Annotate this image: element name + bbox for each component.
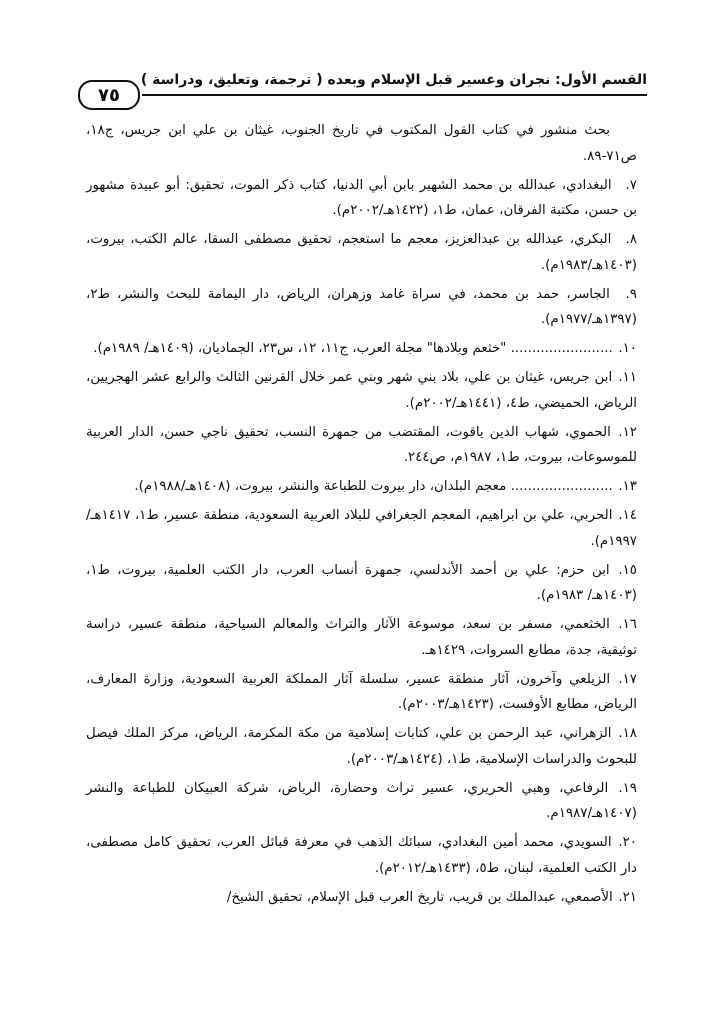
page-number-badge: ٧٥ [78, 80, 140, 110]
running-title: القسم الأول: نجران وعسير قبل الإسلام وبعده ( ترجمة، وتعليق، ودراسة ) [140, 72, 647, 88]
entry-text: الزيلعي وآخرون، آثار منطقة عسير، سلسلة آثار المملكة العربية السعودية، وزارة المعارف، الرياض، مطابع الأوفست، (١٤٢٣هـ/٢٠٠٣م). [86, 671, 637, 712]
bibliography-entry [86, 420, 637, 471]
bibliography-entry [86, 474, 637, 500]
entry-text: ابن حزم: علي بن أحمد الأندلسي، جمهرة أنساب العرب، دار الكتب العلمية، بيروت، ط١، (١٤٠٣هـ/ ١٩٨٣م). [86, 562, 637, 603]
entry-text: البكري، عبدالله بن عبدالعزيز، معجم ما استعجم، تحقيق مصطفى السقا، عالم الكتب، بيروت، (١٤٠٣هـ/١٩٨٣م). [86, 232, 637, 273]
bibliography-entry [86, 776, 637, 827]
entry-number: ١٥. [618, 562, 637, 578]
entry-text: الخثعمي، مسفر بن سعد، موسوعة الآثار والتراث والمعالم السياحية، منطقة عسير، دراسة توثيقية، جدة، مطابع السروات، ١٤٢٩هـ. [86, 617, 637, 658]
entry-number: ١٣. [618, 479, 637, 494]
entry-number: ١٠. [618, 341, 637, 356]
entry-text: الحربي، علي بن ابراهيم، المعجم الجغرافي للبلاد العربية السعودية، منطقة عسير، ط١، ١٤١٧هـ/ ١٩٩٧م). [86, 508, 637, 549]
entry-text: ابن جريس، غيثان بن علي، بلاد بني شهر وبني عمر خلال القرنين الثالث والرابع عشر الهجريين، الرياض، الحميضي، ط٤، (١٤٤١هـ/٢٠٠٢م). [86, 370, 637, 411]
entry-text: ........................ معجم البلدان، دار بيروت للطباعة والنشر، بيروت، (١٤٠٨هـ/١٩٨٨م). [134, 479, 613, 494]
bibliography-entry [86, 227, 637, 278]
bibliography-entry [86, 365, 637, 416]
entry-text: الزهراني، عبد الرحمن بن علي، كتابات إسلامية من مكة المكرمة، الرياض، مركز الملك فيصل للبحوث والدراسات الإسلامية، ط١، (١٤٢٤هـ/٢٠٠٣م). [86, 726, 637, 767]
entry-number: ١٦. [618, 617, 637, 632]
entry-number: ١١. [618, 370, 637, 385]
bibliography-entry [86, 558, 637, 609]
entry-number: ٩. [625, 286, 637, 302]
entry-number: ٢٠. [618, 835, 637, 850]
bibliography-entry [86, 721, 637, 772]
bibliography-entry [86, 336, 637, 362]
header-rule [142, 94, 647, 96]
entry-number: ٧. [625, 177, 637, 193]
entry-number: ١٧. [618, 671, 637, 687]
entry-number: ١٨. [618, 726, 637, 741]
entry-text: بحث منشور في كتاب القول المكتوب في تاريخ الجنوب، غيثان بن علي ابن جريس، ج١٨، ص٧١-٨٩. [86, 123, 637, 164]
bibliography-entry [86, 830, 637, 881]
entry-number: ١٩. [618, 780, 637, 796]
entry-text: الرفاعي، وهبي الحريري، عسير تراث وحضارة، الرياض، شركة العبيكان للطباعة والنشر (١٤٠٧هـ/١٩٨٧م. [86, 780, 637, 821]
bibliography-entry [86, 118, 637, 169]
bibliography-entry [86, 885, 637, 911]
entry-number: ٨. [625, 232, 637, 247]
bibliography-entry [86, 667, 637, 718]
entry-number: ٢١. [618, 889, 637, 905]
bibliography-list [86, 118, 637, 914]
entry-text: الحموي، شهاب الدين ياقوت، المقتضب من جمهرة النسب، تحقيق ناجي حسن، الدار العربية للموسوعات، بيروت، ط١، ١٩٨٧م، ص٢٤٤. [86, 424, 637, 465]
entry-text: ........................ "خثعم وبلادها" مجلة العرب، ج١١، ١٢، س٢٣، الجماديان، (١٤٠٩هـ/ ١٩٨٩م). [93, 341, 613, 356]
bibliography-entry [86, 612, 637, 663]
entry-text: الجاسر، حمد بن محمد، في سراة غامد وزهران، الرياض، دار اليمامة للبحث والنشر، ط٢، (١٣٩٧هـ/١٩٧٧م). [86, 286, 637, 327]
entry-text: السويدي، محمد أمين البغدادي، سبائك الذهب في معرفة قبائل العرب، تحقيق كامل مصطفى، دار الكتب العلمية، لبنان، ط٥، (١٤٣٣هـ/٢٠١٢م). [86, 835, 637, 876]
page-header [78, 68, 647, 108]
bibliography-entry [86, 503, 637, 554]
entry-text: البغدادي، عبدالله بن محمد الشهير بابن أبي الدنيا، كتاب ذكر الموت، تحقيق: أبو عبيدة مشهور بن حسن، مكتبة الفرقان، عمان، ط١، (١٤٢٢هـ/٢٠٠٢م). [86, 177, 637, 218]
bibliography-entry [86, 173, 637, 224]
entry-number: ١٤. [618, 508, 637, 523]
entry-text: الأصمعي، عبدالملك بن قريب، تاريخ العرب قبل الإسلام، تحقيق الشيخ/ [226, 889, 613, 905]
bibliography-entry [86, 282, 637, 333]
entry-number: ١٢. [618, 424, 637, 440]
